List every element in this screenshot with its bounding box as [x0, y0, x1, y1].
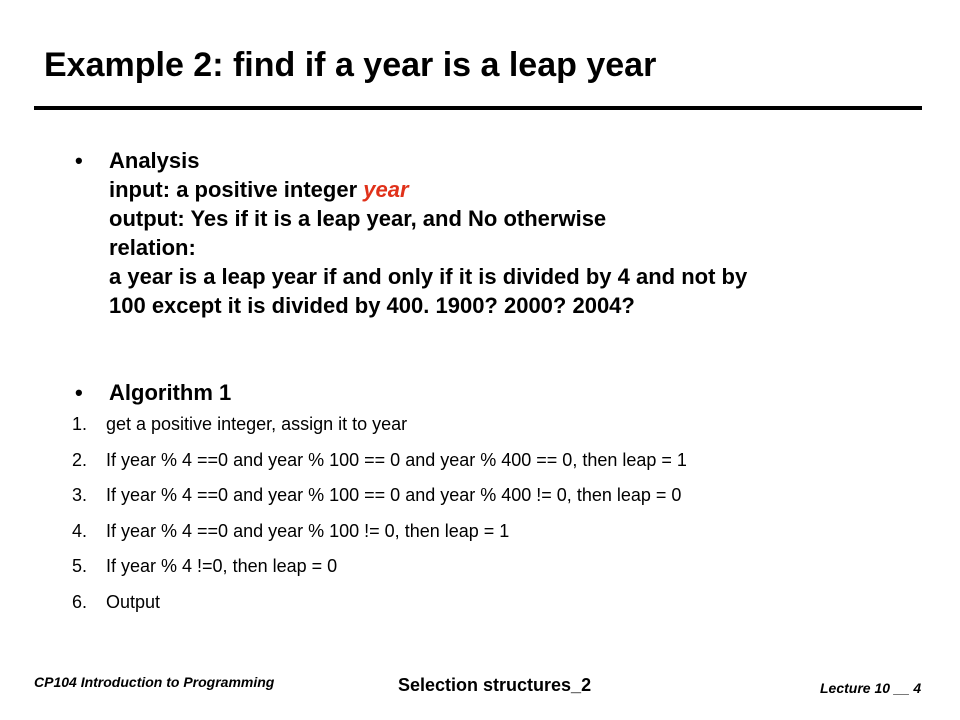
- footer-course: CP104 Introduction to Programming: [34, 674, 275, 690]
- step-text: If year % 4 ==0 and year % 100 == 0 and year % 400 == 0, then leap = 1: [106, 449, 687, 470]
- step-text: If year % 4 !=0, then leap = 0: [106, 556, 338, 576]
- footer-lecture: Lecture 10 __ 4: [820, 680, 922, 696]
- bullet-icon: •: [75, 148, 83, 173]
- step-number: 5.: [72, 556, 88, 576]
- algorithm-heading: Algorithm 1: [109, 380, 232, 405]
- step-number: 6.: [72, 591, 88, 612]
- analysis-relation-line-1: a year is a leap year if and only if it is divided by 4 and not by: [109, 264, 748, 289]
- step-number: 4.: [72, 520, 88, 541]
- step-number: 3.: [72, 485, 88, 505]
- analysis-heading: Analysis: [109, 148, 200, 173]
- title-divider: [34, 106, 922, 110]
- analysis-relation-line-2: 100 except it is divided by 400. 1900? 2000? 2004?: [109, 293, 635, 318]
- analysis-output: output: Yes if it is a leap year, and No otherwise: [109, 206, 607, 231]
- slide-title: Example 2: find if a year is a leap year: [44, 46, 657, 84]
- step-text: get a positive integer, assign it to year: [106, 414, 408, 434]
- analysis-input: [109, 175, 909, 204]
- bullet-icon: •: [75, 380, 83, 405]
- step-number: 2.: [72, 449, 88, 470]
- input-prefix: input: a positive integer: [109, 177, 364, 202]
- step-text: If year % 4 ==0 and year % 100 != 0, then leap = 1: [106, 520, 510, 541]
- step-text: If year % 4 ==0 and year % 100 == 0 and year % 400 != 0, then leap = 0: [106, 485, 682, 505]
- footer-topic: Selection structures_2: [398, 675, 592, 695]
- step-text: Output: [106, 591, 161, 612]
- input-variable: year: [363, 177, 409, 202]
- step-number: 1.: [72, 414, 88, 434]
- analysis-relation-label: relation:: [109, 235, 196, 260]
